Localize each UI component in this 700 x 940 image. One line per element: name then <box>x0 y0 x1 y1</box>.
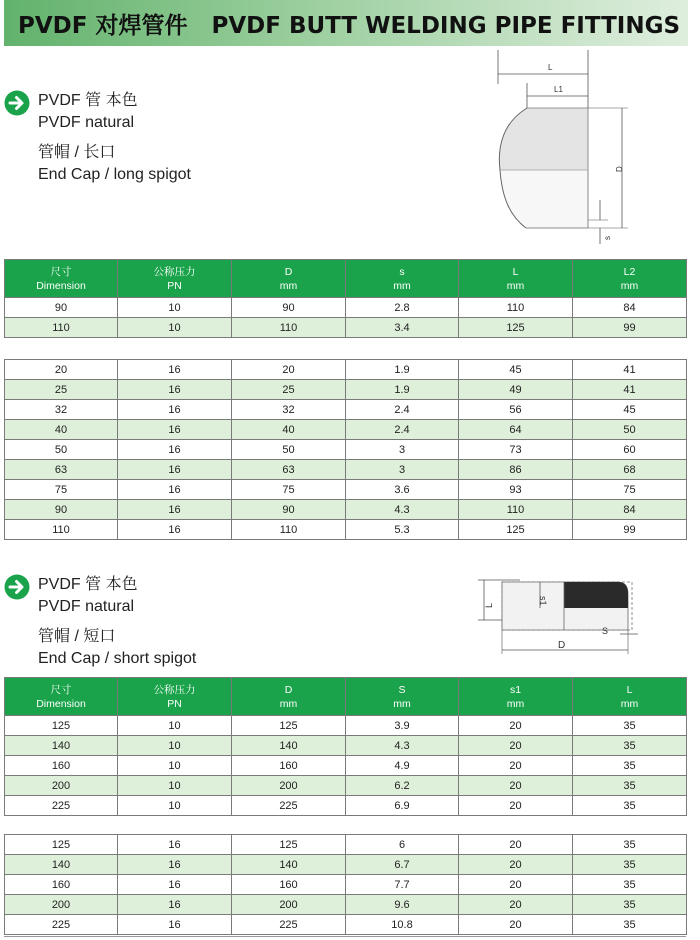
table-cell: 225 <box>232 796 346 816</box>
table-row <box>5 500 687 520</box>
column-header <box>5 260 118 298</box>
product-en: End Cap / long spigot <box>38 166 191 183</box>
table-cell: 3.6 <box>346 480 459 500</box>
table-cell: 35 <box>573 835 687 855</box>
column-header <box>346 678 459 716</box>
column-header-top: D <box>284 265 293 278</box>
table-cell: 16 <box>118 520 232 540</box>
table-cell: 140 <box>232 736 346 756</box>
table-cell: 75 <box>573 480 687 500</box>
table-cell: 6.9 <box>346 796 459 816</box>
column-header-bottom: mm <box>506 279 525 292</box>
table-header-row <box>5 260 687 298</box>
column-header-top: 尺寸 <box>50 683 72 696</box>
table-cell: 140 <box>232 855 346 875</box>
table-row <box>5 855 687 875</box>
dim-label-L: L <box>484 602 494 608</box>
table-cell: 110 <box>459 500 573 520</box>
table-cell: 20 <box>459 895 573 915</box>
column-header-bottom: mm <box>506 697 525 710</box>
table-cell: 75 <box>5 480 118 500</box>
column-header-top: 公称压力 <box>153 683 196 696</box>
column-header-top: L <box>512 265 519 278</box>
table-cell: 10 <box>118 776 232 796</box>
table-cell: 4.9 <box>346 756 459 776</box>
dim-label-L1: L1 <box>554 85 563 94</box>
table-cell: 60 <box>573 440 687 460</box>
table-cell: 16 <box>118 380 232 400</box>
table-cell: 90 <box>5 298 118 318</box>
column-header-bottom: PN <box>167 279 182 292</box>
table-cell: 3 <box>346 460 459 480</box>
table-row <box>5 480 687 500</box>
column-header-bottom: mm <box>393 697 411 710</box>
section-long-spigot-heading <box>4 90 304 190</box>
table-cell: 63 <box>232 460 346 480</box>
column-header-top: s <box>399 265 405 278</box>
table-row <box>5 835 687 855</box>
table-cell: 110 <box>232 520 346 540</box>
table-cell: 160 <box>5 875 118 895</box>
material-cn: PVDF 管 本色 <box>38 576 138 593</box>
table-row <box>5 796 687 816</box>
table-cell: 125 <box>5 835 118 855</box>
table-cell: 1.9 <box>346 380 459 400</box>
table-cell: 110 <box>459 298 573 318</box>
product-en: End Cap / short spigot <box>38 650 197 667</box>
table-cell: 25 <box>5 380 118 400</box>
table-row <box>5 915 687 935</box>
table-cell: 16 <box>118 440 232 460</box>
section-short-spigot-heading <box>4 574 304 674</box>
table-cell: 73 <box>459 440 573 460</box>
table-cell: 16 <box>118 460 232 480</box>
table-row <box>5 400 687 420</box>
long-spigot-end-cap-drawing <box>480 50 640 250</box>
table-row <box>5 360 687 380</box>
table-cell: 200 <box>5 776 118 796</box>
table-cell: 110 <box>232 318 346 338</box>
table-row <box>5 460 687 480</box>
table-cell: 110 <box>5 318 118 338</box>
page-bottom-rule <box>4 936 686 937</box>
table-cell: 3.4 <box>346 318 459 338</box>
table-cell: 90 <box>232 298 346 318</box>
table-row <box>5 420 687 440</box>
table-cell: 125 <box>459 520 573 540</box>
table-cell: 7.7 <box>346 875 459 895</box>
table-cell: 16 <box>118 500 232 520</box>
column-header-bottom: mm <box>279 279 298 292</box>
table-cell: 20 <box>5 360 118 380</box>
table-cell: 90 <box>232 500 346 520</box>
column-header <box>5 678 118 716</box>
table-cell: 20 <box>459 835 573 855</box>
column-header <box>232 678 346 716</box>
table-cell: 40 <box>5 420 118 440</box>
column-header <box>459 260 573 298</box>
table-cell: 93 <box>459 480 573 500</box>
column-header <box>118 260 232 298</box>
table-cell: 200 <box>232 895 346 915</box>
table-row <box>5 298 687 318</box>
table-cell: 16 <box>118 895 232 915</box>
table-cell: 225 <box>232 915 346 935</box>
material-en: PVDF natural <box>38 598 135 615</box>
table-cell: 99 <box>573 318 687 338</box>
table-cell: 10 <box>118 756 232 776</box>
short-spigot-end-cap-drawing <box>470 572 640 662</box>
column-header-top: L <box>626 683 633 696</box>
table-cell: 35 <box>573 716 687 736</box>
dim-label-D: D <box>558 640 566 651</box>
material-cn: PVDF 管 本色 <box>38 92 138 109</box>
table-cell: 16 <box>118 480 232 500</box>
page-title: PVDF 对焊管件 PVDF BUTT WELDING PIPE FITTINGS <box>18 12 681 39</box>
dim-label-D: D <box>615 166 624 172</box>
arrow-right-circle-icon <box>4 574 30 600</box>
table-cell: 10.8 <box>346 915 459 935</box>
table-row <box>5 895 687 915</box>
table-row <box>5 776 687 796</box>
table-cell: 10 <box>118 736 232 756</box>
table-cell: 20 <box>232 360 346 380</box>
table-cell: 3 <box>346 440 459 460</box>
table-cell: 99 <box>573 520 687 540</box>
table-cell: 90 <box>5 500 118 520</box>
short-spigot-dimensions-table-pn16 <box>4 834 687 935</box>
section-heading-text <box>38 90 191 186</box>
column-header <box>459 678 573 716</box>
column-header-top: S <box>398 683 406 696</box>
section-heading-text <box>38 574 196 670</box>
long-spigot-dimensions-table-pn16 <box>4 359 687 540</box>
column-header-top: D <box>284 683 293 696</box>
table-cell: 10 <box>118 298 232 318</box>
table-cell: 160 <box>232 875 346 895</box>
table-cell: 63 <box>5 460 118 480</box>
table-cell: 9.6 <box>346 895 459 915</box>
table-cell: 16 <box>118 855 232 875</box>
table-cell: 16 <box>118 400 232 420</box>
table-cell: 41 <box>573 380 687 400</box>
column-header-bottom: mm <box>620 279 639 292</box>
table-cell: 56 <box>459 400 573 420</box>
product-cn: 管帽 / 长口 <box>38 144 116 161</box>
table-cell: 45 <box>459 360 573 380</box>
table-cell: 200 <box>5 895 118 915</box>
column-header <box>573 260 687 298</box>
table-cell: 84 <box>573 298 687 318</box>
table-cell: 50 <box>5 440 118 460</box>
table-header-row <box>5 678 687 716</box>
table-cell: 6.2 <box>346 776 459 796</box>
dim-label-L: L <box>548 63 553 72</box>
table-cell: 16 <box>118 875 232 895</box>
table-cell: 10 <box>118 796 232 816</box>
column-header-bottom: mm <box>620 697 639 710</box>
table-cell: 20 <box>459 796 573 816</box>
table-cell: 125 <box>5 716 118 736</box>
table-cell: 16 <box>118 420 232 440</box>
table-cell: 125 <box>459 318 573 338</box>
long-spigot-dimensions-table <box>4 259 687 338</box>
column-header-bottom: Dimension <box>36 279 86 292</box>
table-cell: 225 <box>5 796 118 816</box>
column-header-bottom: PN <box>167 697 182 710</box>
product-cn: 管帽 / 短口 <box>38 628 116 645</box>
table-cell: 225 <box>5 915 118 935</box>
table-cell: 20 <box>459 875 573 895</box>
table-cell: 86 <box>459 460 573 480</box>
table-cell: 200 <box>232 776 346 796</box>
column-header <box>118 678 232 716</box>
table-cell: 32 <box>5 400 118 420</box>
table-cell: 140 <box>5 736 118 756</box>
table-cell: 160 <box>232 756 346 776</box>
column-header-bottom: mm <box>393 279 411 292</box>
table-cell: 35 <box>573 796 687 816</box>
table-cell: 10 <box>118 318 232 338</box>
table-cell: 25 <box>232 380 346 400</box>
table-cell: 16 <box>118 835 232 855</box>
column-header <box>232 260 346 298</box>
table-cell: 35 <box>573 736 687 756</box>
table-row <box>5 875 687 895</box>
table-cell: 5.3 <box>346 520 459 540</box>
material-en: PVDF natural <box>38 114 135 131</box>
table-cell: 40 <box>232 420 346 440</box>
table-cell: 50 <box>232 440 346 460</box>
short-spigot-dimensions-table <box>4 677 687 816</box>
table-cell: 84 <box>573 500 687 520</box>
table-cell: 41 <box>573 360 687 380</box>
table-cell: 45 <box>573 400 687 420</box>
table-cell: 4.3 <box>346 736 459 756</box>
table-row <box>5 736 687 756</box>
table-row <box>5 440 687 460</box>
table-cell: 16 <box>118 360 232 380</box>
table-row <box>5 318 687 338</box>
table-cell: 20 <box>459 736 573 756</box>
column-header <box>346 260 459 298</box>
table-cell: 140 <box>5 855 118 875</box>
table-cell: 20 <box>459 756 573 776</box>
dim-label-s: s <box>603 236 612 240</box>
table-cell: 35 <box>573 776 687 796</box>
table-cell: 20 <box>459 855 573 875</box>
page-title-bar <box>4 0 688 46</box>
dim-label-s1: s1 <box>538 596 548 606</box>
table-cell: 49 <box>459 380 573 400</box>
table-cell: 2.8 <box>346 298 459 318</box>
table-cell: 35 <box>573 855 687 875</box>
table-cell: 35 <box>573 915 687 935</box>
table-cell: 110 <box>5 520 118 540</box>
table-cell: 68 <box>573 460 687 480</box>
table-cell: 125 <box>232 716 346 736</box>
table-row <box>5 716 687 736</box>
column-header-top: s1 <box>509 683 522 696</box>
column-header-bottom: Dimension <box>36 697 86 710</box>
table-cell: 125 <box>232 835 346 855</box>
table-row <box>5 520 687 540</box>
table-cell: 160 <box>5 756 118 776</box>
column-header-top: 公称压力 <box>153 265 196 278</box>
table-cell: 20 <box>459 716 573 736</box>
table-cell: 35 <box>573 875 687 895</box>
table-cell: 20 <box>459 776 573 796</box>
table-cell: 16 <box>118 915 232 935</box>
column-header <box>573 678 687 716</box>
table-cell: 3.9 <box>346 716 459 736</box>
table-cell: 35 <box>573 756 687 776</box>
dim-label-S: S <box>602 626 609 636</box>
arrow-right-circle-icon <box>4 90 30 116</box>
table-cell: 10 <box>118 716 232 736</box>
table-cell: 6.7 <box>346 855 459 875</box>
column-header-top: 尺寸 <box>50 265 72 278</box>
table-cell: 35 <box>573 895 687 915</box>
table-cell: 64 <box>459 420 573 440</box>
table-cell: 4.3 <box>346 500 459 520</box>
table-cell: 6 <box>346 835 459 855</box>
table-cell: 2.4 <box>346 400 459 420</box>
table-cell: 20 <box>459 915 573 935</box>
table-row <box>5 380 687 400</box>
column-header-bottom: mm <box>279 697 298 710</box>
table-cell: 2.4 <box>346 420 459 440</box>
table-row <box>5 756 687 776</box>
table-cell: 50 <box>573 420 687 440</box>
table-cell: 1.9 <box>346 360 459 380</box>
table-cell: 75 <box>232 480 346 500</box>
table-cell: 32 <box>232 400 346 420</box>
column-header-top: L2 <box>623 265 636 278</box>
